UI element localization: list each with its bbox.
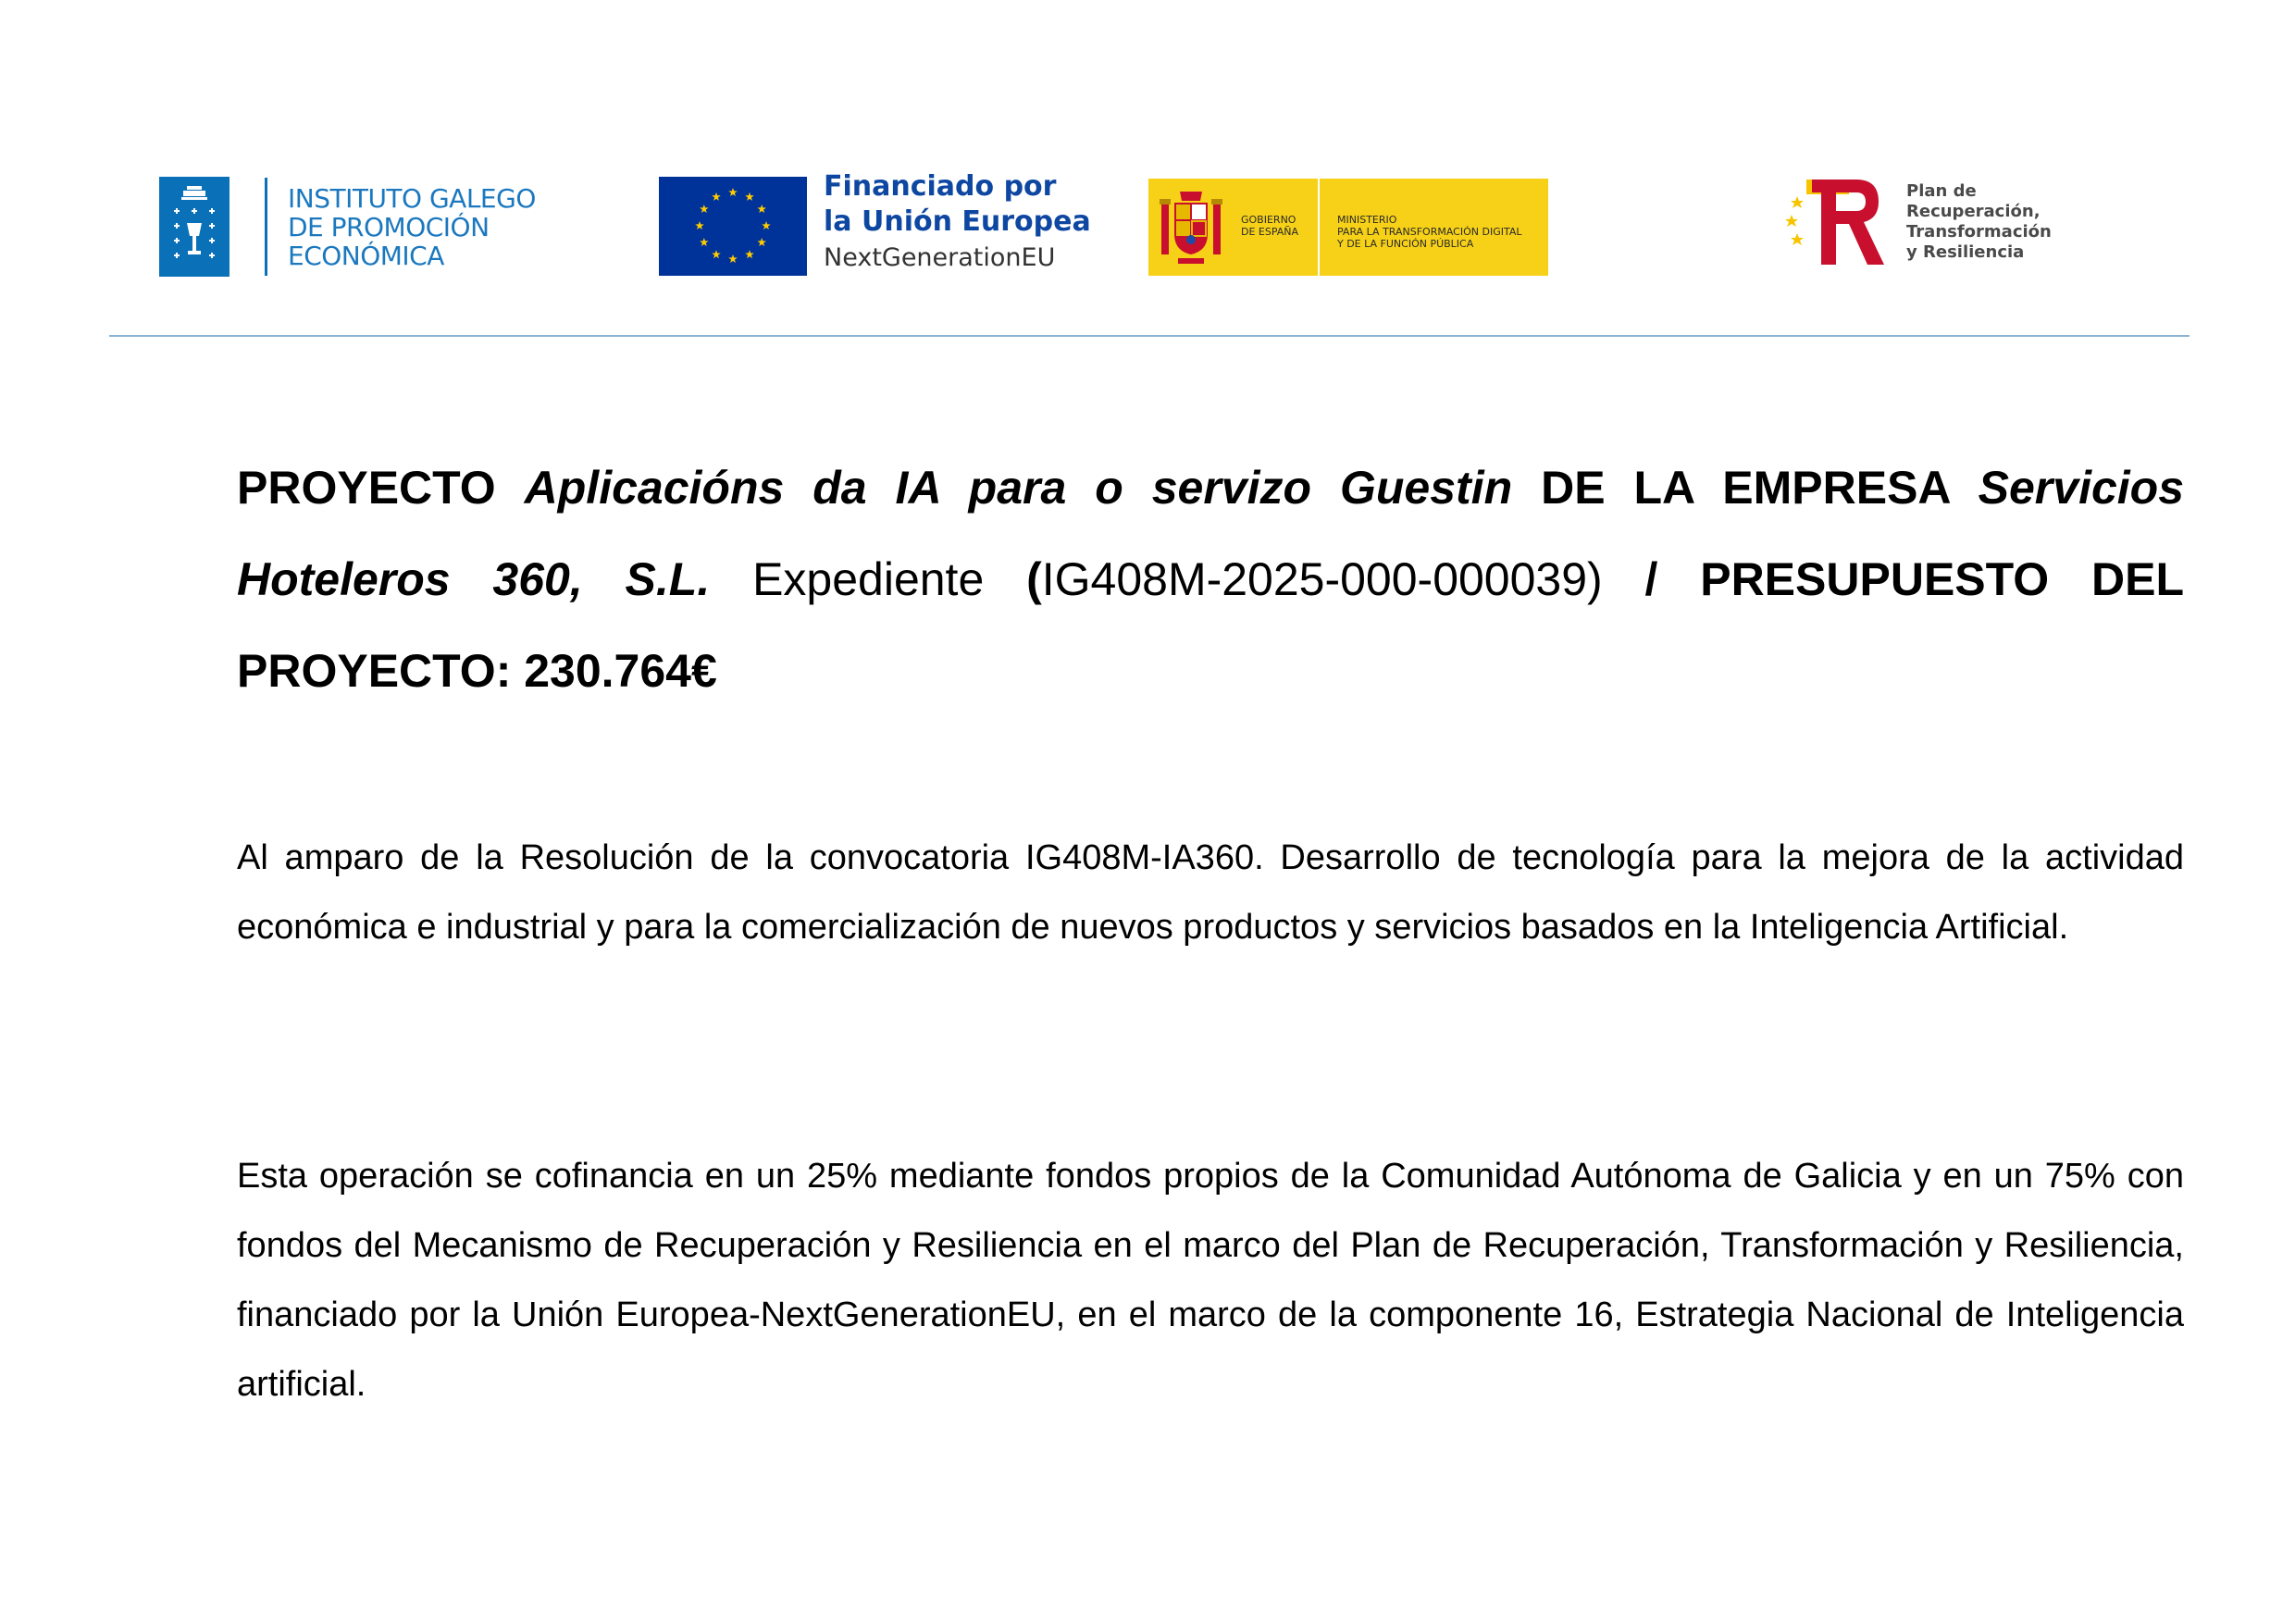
gobierno-logo [1148,179,1548,276]
plan-line1: Plan de [1906,181,1977,201]
eu-line2: la Unión Europea [824,205,1091,238]
eu-star-icon [695,221,704,229]
eu-star-icon [700,205,709,213]
igape-line3: ECONÓMICA [288,240,444,271]
gobierno-line1: GOBIERNO [1241,214,1296,226]
paragraph-cofinancing: Esta operación se cofinancia en un 25% mediante fondos propios de la Comunidad Autónoma de Galicia y en un 75% con fondos del Mecanismo de Recuperación y Resiliencia en el marco del Plan de Recuperación, Transformación y Resiliencia, financiado por la Unión Europea-NextGenerationEU, en el marco de la componente 16, Estrategia Nacional de Inteligencia artificial. [237,1157,2184,1404]
title-project-label: PROYECTO [237,462,525,514]
eu-star-icon [700,238,709,246]
gobierno-line2: DE ESPAÑA [1241,226,1299,238]
plan-text [1906,181,2052,263]
gobierno-label [1241,214,1298,238]
igape-name [288,184,536,270]
title-budget: / PRESUPUESTO DEL PROYECTO: 230.764€ [237,553,2184,697]
plan-line3: Transformación [1906,222,2052,242]
eu-star-icon [728,188,738,196]
project-title [237,442,2184,717]
paragraph-resolution: Al amparo de la Resolución de la convocatoria IG408M-IA360. Desarrollo de tecnología para la mejora de la actividad económica e industrial y para la comercialización de nuevos productos y servicios basados en la Inteligencia Artificial. [237,838,2184,947]
ministerio-line2: PARA LA TRANSFORMACIÓN DIGITAL [1337,226,1522,238]
eu-star-icon [757,205,766,213]
eu-line1: Financiado por [824,170,1057,203]
xunta-emblem-icon [159,177,230,277]
prtr-logo-icon [1784,176,1895,268]
title-company-name: Servicios Hoteleros 360, S.L. [237,462,2185,605]
title-project-name: Aplicacións da IA para o servizo Guestin [524,462,1513,514]
eu-logo [659,170,1091,276]
igape-separator [265,178,267,276]
eu-line3: NextGenerationEU [824,243,1056,272]
title-expediente-label: Expediente [710,553,1027,605]
eu-star-icon [712,250,721,258]
plan-line4: y Resiliencia [1906,242,2025,262]
igape-logo [159,176,536,278]
eu-star-icon [745,250,754,258]
ministerio-line3: Y DE LA FUNCIÓN PÚBLICA [1337,238,1474,250]
plan-line2: Recuperación, [1906,202,2041,221]
ministerio-line1: MINISTERIO [1337,214,1397,226]
eu-flag-icon [659,177,807,276]
eu-text [824,169,1091,277]
eu-star-icon [745,192,754,200]
logo-header [0,0,2295,352]
title-expediente-number: IG408M-2025-000-000039) [1041,553,1645,605]
title-paren: ( [1026,553,1042,605]
gobierno-separator [1318,179,1320,276]
spain-coat-of-arms-icon [1160,186,1222,269]
header-divider [109,335,2190,337]
eu-star-icon [728,254,738,263]
igape-line1: INSTITUTO GALEGO [288,182,536,214]
title-company-label: DE LA EMPRESA [1512,462,1979,514]
ministerio-label [1337,214,1522,250]
eu-star-icon [757,238,766,246]
eu-star-icon [712,192,721,200]
igape-line2: DE PROMOCIÓN [288,211,490,242]
eu-star-icon [762,221,771,229]
